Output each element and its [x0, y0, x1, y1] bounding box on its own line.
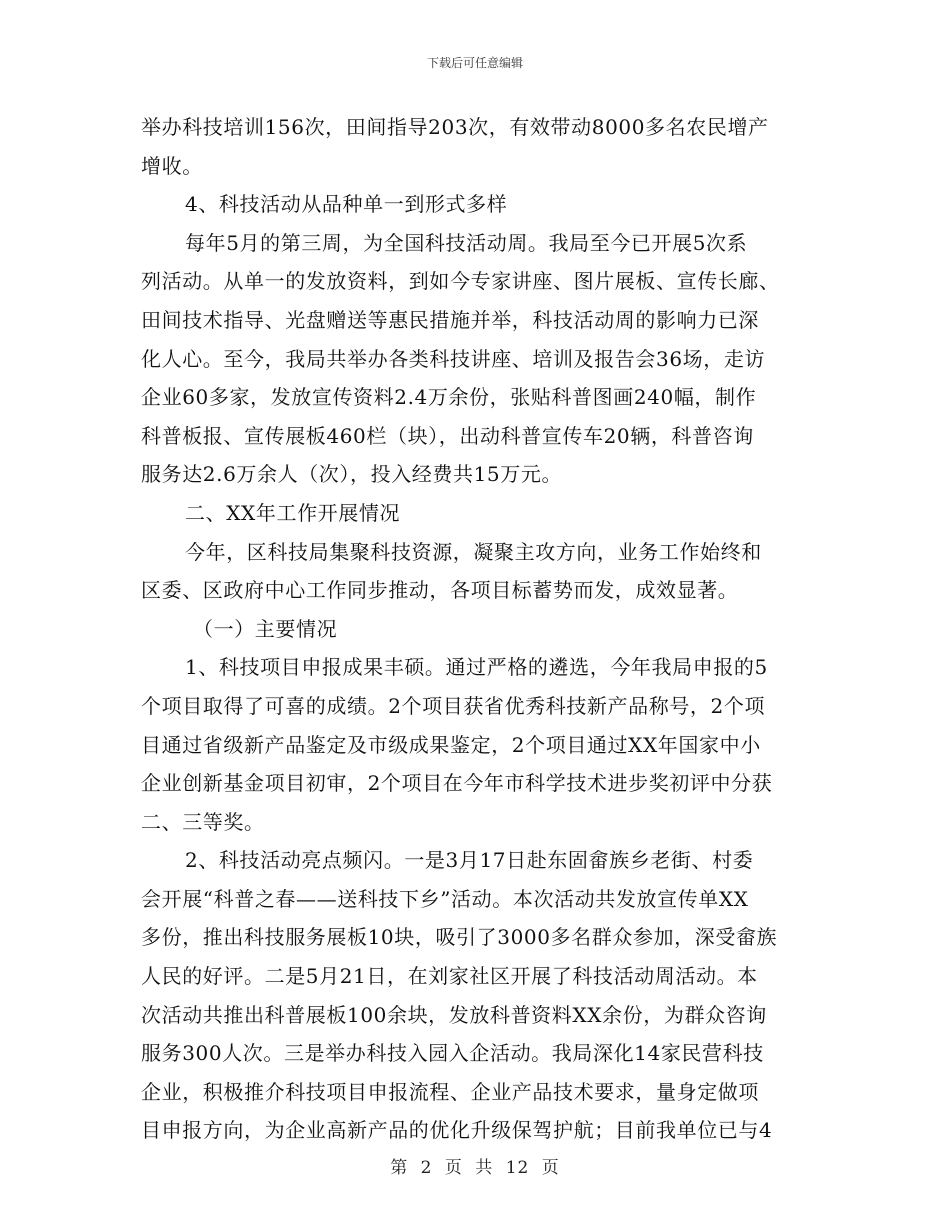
body-line: 服务300人次。三是举办科技入园入企活动。我局深化14家民营科技	[141, 1041, 764, 1066]
section-heading: 4、科技活动从品种单一到形式多样	[185, 192, 508, 217]
paragraph-first-line: 每年5月的第三周，为全国科技活动周。我局至今已开展5次系	[185, 230, 748, 255]
body-line: 目通过省级新产品鉴定及市级成果鉴定，2个项目通过XX年国家中小	[141, 732, 761, 757]
body-line: 服务达2.6万余人（次），投入经费共15万元。	[141, 462, 563, 487]
body-line: 举办科技培训156次，田间指导203次，有效带动8000多名农民增产	[141, 115, 769, 139]
body-line: 增收。	[141, 153, 203, 178]
body-line: 列活动。从单一的发放资料，到如今专家讲座、图片展板、宣传长廊、	[141, 269, 780, 294]
body-line: 企业，积极推介科技项目申报流程、企业产品技术要求，量身定做项	[141, 1079, 759, 1104]
page-number: 第 2 页 共 12 页	[390, 1158, 560, 1178]
body-line: 企业60多家，发放宣传资料2.4万余份，张贴科普图画240幅，制作	[141, 385, 757, 410]
body-line: 多份，推出科技服务展板10块，吸引了3000多名群众参加，深受畲族	[141, 925, 778, 950]
body-line: 目申报方向，为企业高新产品的优化升级保驾护航；目前我单位已与4	[141, 1118, 773, 1143]
document-body	[141, 108, 811, 1150]
page-header: 下载后可任意编辑	[426, 56, 523, 70]
body-line: 个项目取得了可喜的成绩。2个项目获省优秀科技新产品称号，2个项	[141, 693, 766, 718]
body-line: 次活动共推出科普展板100余块，发放科普资料XX余份，为群众咨询	[141, 1002, 767, 1027]
paragraph-first-line: 1、科技项目申报成果丰硕。通过严格的遴选，今年我局申报的5	[185, 655, 768, 680]
subsection-heading: （一）主要情况	[193, 616, 338, 641]
body-line: 企业创新基金项目初审，2个项目在今年市科学技术进步奖初评中分获	[141, 771, 773, 796]
paragraph-first-line: 2、科技活动亮点频闪。一是3月17日赴东固畲族乡老街、村委	[185, 848, 754, 873]
body-line: 科普板报、宣传展板460栏（块），出动科普宣传车20辆，科普咨询	[141, 423, 754, 448]
section-heading: 二、XX年工作开展情况	[185, 500, 401, 525]
body-line: 二、三等奖。	[141, 809, 265, 834]
body-line: 会开展“科普之春——送科技下乡”活动。本次活动共发放宣传单XX	[141, 886, 749, 911]
body-line: 区委、区政府中心工作同步推动，各项目标蓄势而发，成效显著。	[141, 578, 739, 603]
body-line: 化人心。至今，我局共举办各类科技讲座、培训及报告会36场，走访	[141, 346, 766, 371]
body-line: 人民的好评。二是5月21日，在刘家社区开展了科技活动周活动。本	[141, 964, 758, 989]
paragraph-first-line: 今年，区科技局集聚科技资源，凝聚主攻方向，业务工作始终和	[185, 539, 762, 564]
body-line: 田间技术指导、光盘赠送等惠民措施并举，科技活动周的影响力已深	[141, 307, 759, 332]
